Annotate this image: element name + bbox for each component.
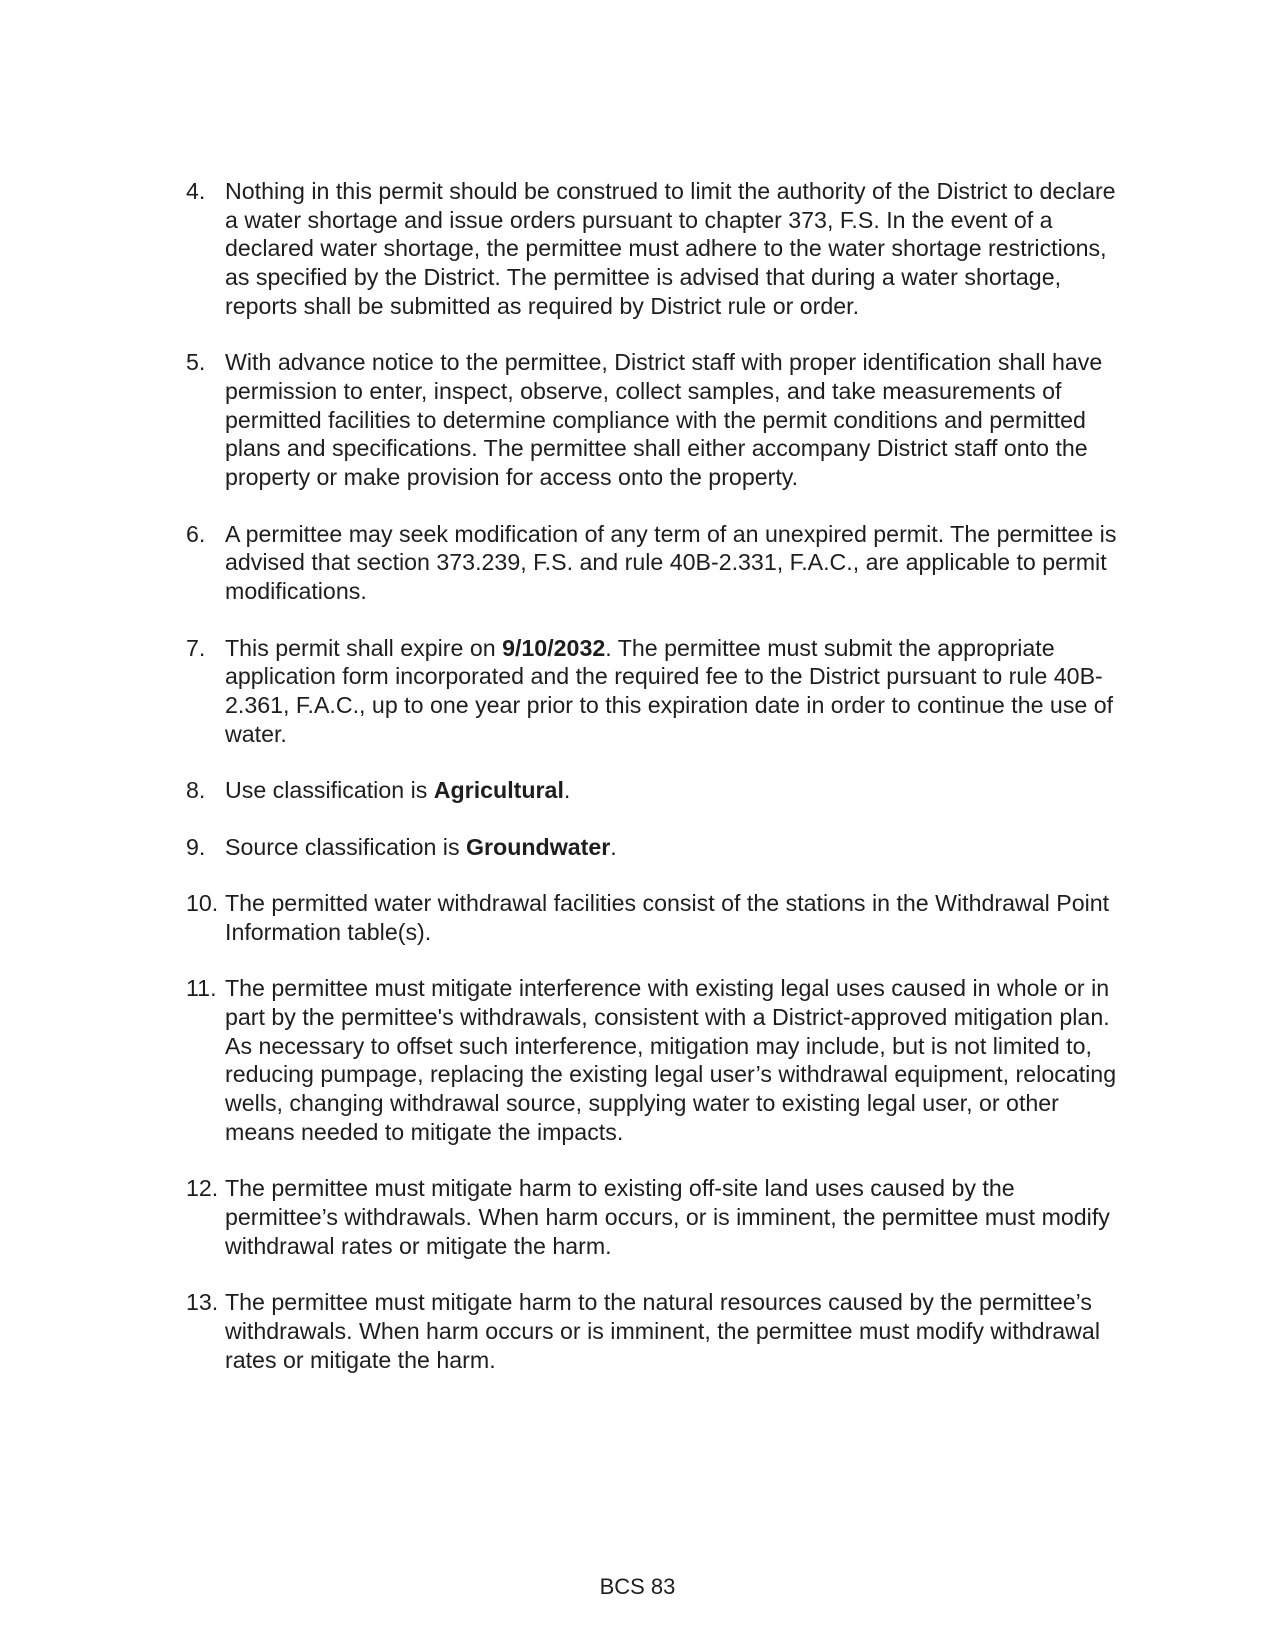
condition-text-after: . The permittee must submit the appropriate application form incorporated and the required fee to the District pursuant to rule 40B-2.361, F.A.C., up to one year prior to this expiration date in order to continue the use of water. xyxy=(225,634,1114,747)
condition-text: The permittee must mitigate harm to the natural resources caused by the permittee’s withdrawals. When harm occurs or is imminent, the permittee must modify withdrawal rates or mitigate the harm. xyxy=(225,1289,1100,1373)
condition-13 xyxy=(186,1288,1126,1374)
condition-text: With advance notice to the permittee, District staff with proper identification shall have permission to enter, inspect, observe, collect samples, and take measurements of permitted facilities to determine compliance with the permit conditions and permitted plans and specifications. The permittee shall either accompany District staff onto the property or make provision for access onto the property. xyxy=(225,349,1103,491)
condition-text-before: This permit shall expire on xyxy=(225,634,503,661)
condition-number: 4. xyxy=(186,178,206,204)
condition-number: 13. xyxy=(186,1289,219,1316)
condition-text: Nothing in this permit should be construed to limit the authority of the District to declare a water shortage and issue orders pursuant to chapter 373, F.S. In the event of a declared water shortage, the permittee must adhere to the water shortage restrictions, as specified by the District. The permittee is advised that during a water shortage, reports shall be submitted as required by District rule or order. xyxy=(225,178,1116,319)
source-classification: Groundwater xyxy=(466,833,611,860)
condition-text-before: Source classification is xyxy=(225,833,466,860)
condition-9 xyxy=(186,833,1126,862)
condition-number: 6. xyxy=(186,520,206,547)
expiration-date: 9/10/2032 xyxy=(502,634,606,661)
condition-text xyxy=(225,776,1126,805)
condition-text: The permittee must mitigate interference with existing legal uses caused in whole or in part by the permittee's withdrawals, consistent with a District-approved mitigation plan. As necessary to offset such interference, mitigation may include, but is not limited to, reducing pumpage, replacing the existing legal user’s withdrawal equipment, relocating wells, changing withdrawal source, supplying water to existing legal user, or other means needed to mitigate the impacts. xyxy=(225,975,1117,1145)
condition-text: A permittee may seek modification of any term of an unexpired permit. The permittee is advised that section 373.239, F.S. and rule 40B-2.331, F.A.C., are applicable to permit modifications. xyxy=(225,520,1117,605)
condition-text xyxy=(225,634,1126,749)
condition-text: The permittee must mitigate harm to existing off-site land uses caused by the permittee’s withdrawals. When harm occurs, or is imminent, the permittee must modify withdrawal rates or mitigate the harm. xyxy=(225,1175,1110,1259)
condition-7 xyxy=(186,634,1126,749)
condition-11 xyxy=(186,974,1126,1146)
page-footer xyxy=(0,1573,1275,1601)
use-classification: Agricultural xyxy=(433,777,564,804)
condition-12 xyxy=(186,1174,1126,1260)
condition-text-before: Use classification is xyxy=(225,777,434,804)
condition-text-after: . xyxy=(610,833,617,860)
condition-10 xyxy=(186,889,1126,946)
page-number-label: BCS 83 xyxy=(599,1574,676,1599)
condition-5 xyxy=(186,348,1126,492)
condition-number: 11. xyxy=(186,975,217,1002)
condition-number: 7. xyxy=(186,634,206,661)
condition-number: 10. xyxy=(186,890,219,917)
condition-6 xyxy=(186,520,1126,606)
condition-number: 9. xyxy=(186,833,206,860)
condition-number: 12. xyxy=(186,1175,219,1202)
condition-number: 5. xyxy=(186,349,206,376)
condition-text xyxy=(225,833,1126,862)
condition-4 xyxy=(186,177,1126,321)
condition-8 xyxy=(186,776,1126,805)
permit-conditions-list xyxy=(186,177,1126,1402)
condition-number: 8. xyxy=(186,777,206,804)
condition-text-after: . xyxy=(563,777,571,804)
condition-text: The permitted water withdrawal facilities consist of the stations in the Withdrawal Point Information table(s). xyxy=(225,890,1110,945)
